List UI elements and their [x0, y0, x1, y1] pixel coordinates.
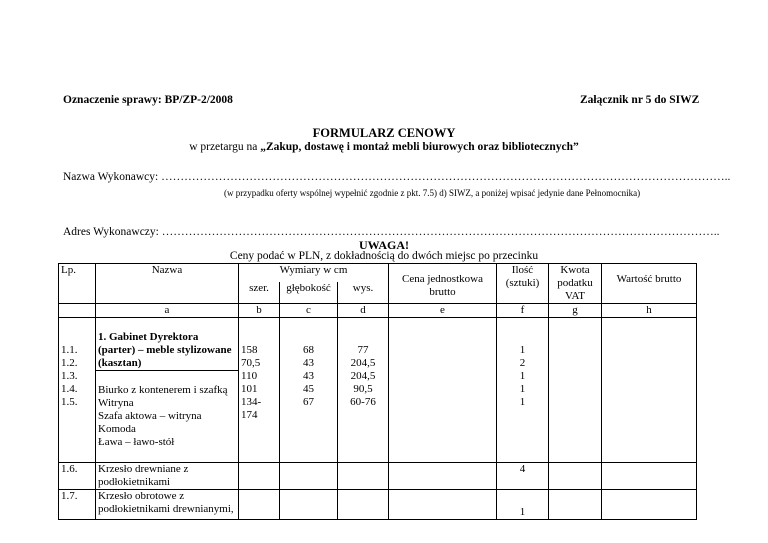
notice-text: Ceny podać w PLN, z dokładnością do dwóch miejsc po przecinku	[229, 250, 539, 262]
header-row-1	[59, 264, 697, 282]
letter-lp	[59, 304, 96, 318]
header-gross: Wartość brutto	[602, 264, 697, 304]
group1-gross	[602, 318, 697, 463]
letter-d: d	[338, 304, 389, 318]
header-height: wys.	[338, 282, 389, 304]
header-name: Nazwa	[96, 264, 239, 304]
group1-qtys: 1 2 1 1 1	[497, 318, 549, 463]
letter-f: f	[497, 304, 549, 318]
contractor-note: (w przypadku oferty wspólnej wypełnić zgodnie z pkt. 7.5) d) SIWZ, a poniżej wpisać jedynie dane Pełnomocnika)	[224, 188, 641, 198]
group1-item-names: Biurko z kontenerem i szafką Witryna Szafa aktowa – witryna Komoda Ława – ławo-stół	[98, 384, 228, 448]
contractor-address-line: Adres Wykonawczy: ………………………………………………………………………………………………………………………………..	[63, 226, 720, 238]
letter-b: b	[239, 304, 280, 318]
group1-unit-price	[389, 318, 497, 463]
group1-heights: 77 204,5 204,5 90,5 60-76	[338, 318, 389, 463]
header-depth: głębokość	[280, 282, 338, 304]
row17-name: Krzesło obrotowe z podłokietnikami drewnianymi,	[96, 490, 239, 520]
letter-e: e	[389, 304, 497, 318]
form-title: FORMULARZ CENOWY	[312, 126, 456, 140]
group1-names	[96, 318, 239, 463]
tender-name: „Zakup, dostawę i montaż mebli biurowych oraz bibliotecznych”	[260, 141, 579, 153]
price-table	[58, 263, 697, 520]
group1-vat	[549, 318, 602, 463]
group1-lp: 1.1. 1.2. 1.3. 1.4. 1.5.	[59, 318, 96, 463]
header-unit-price: Cena jednostkowa brutto	[389, 264, 497, 304]
table-row	[59, 490, 697, 520]
form-subtitle	[0, 141, 768, 153]
row16-name: Krzesło drewniane z podłokietnikami	[96, 463, 239, 490]
group-row-1	[59, 318, 697, 463]
notice-title: UWAGA!	[359, 238, 409, 252]
header-dims: Wymiary w cm	[239, 264, 389, 282]
header-width: szer.	[239, 282, 280, 304]
annex-label: Załącznik nr 5 do SIWZ	[580, 94, 700, 106]
header-vat: Kwota podatku VAT	[549, 264, 602, 304]
row17-lp: 1.7.	[59, 490, 96, 520]
contractor-name-line: Nazwa Wykonawcy: …………………………………………………………………………………………………………………………………..	[63, 171, 731, 183]
group1-widths: 158 70,5 110 101 134- 174	[239, 318, 280, 463]
row17-qty: 1	[497, 490, 549, 520]
letter-a: a	[96, 304, 239, 318]
table-row	[59, 463, 697, 490]
group1-depths: 68 43 43 45 67	[280, 318, 338, 463]
row16-lp: 1.6.	[59, 463, 96, 490]
row16-qty: 4	[497, 463, 549, 490]
subtitle-prefix: w przetargu na	[189, 141, 261, 153]
case-reference: Oznaczenie sprawy: BP/ZP-2/2008	[63, 94, 233, 106]
header-lp: Lp.	[59, 264, 96, 304]
letter-h: h	[602, 304, 697, 318]
header-qty: Ilość (sztuki)	[497, 264, 549, 304]
letters-row	[59, 304, 697, 318]
section-title: 1. Gabinet Dyrektora (parter) – meble stylizowane (kasztan)	[96, 331, 238, 371]
letter-c: c	[280, 304, 338, 318]
letter-g: g	[549, 304, 602, 318]
